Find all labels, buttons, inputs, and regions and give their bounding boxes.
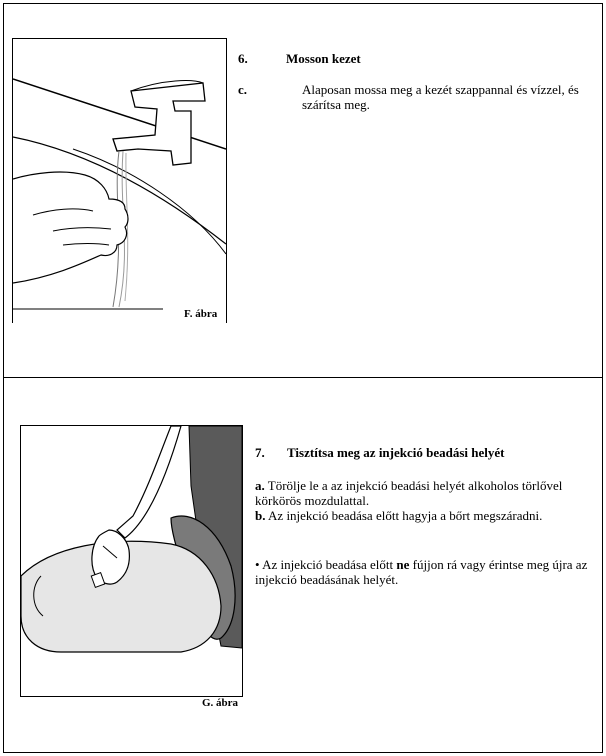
step-6-number: 6. xyxy=(238,51,248,66)
step-7-item-b xyxy=(255,508,595,523)
thigh-cleaning-drawing xyxy=(21,426,242,696)
handwash-drawing xyxy=(13,39,226,323)
figure-g-thigh-cleaning-illustration xyxy=(20,425,243,697)
step-7-item-a xyxy=(255,478,595,508)
step-6-title: Mosson kezet xyxy=(286,51,361,66)
figure-f-handwash-illustration xyxy=(12,38,227,323)
bullet-text-pre: Az injekció beadása előtt xyxy=(262,557,394,572)
section-divider xyxy=(4,377,602,378)
item-a-text: Törölje le a az injekció beadási helyét alkoholos törlővel körkörös mozdulattal. xyxy=(255,478,563,508)
step-7-title: Tisztítsa meg az injekció beadási helyét xyxy=(287,445,505,460)
step-7-warning-bullet xyxy=(255,557,595,587)
step-6-sub-letter: c. xyxy=(238,82,248,97)
item-b-text: Az injekció beadása előtt hagyja a bőrt megszáradni. xyxy=(268,508,543,523)
bullet-text-post: fújjon rá vagy érintse meg újra az injekció beadásának helyét. xyxy=(255,557,588,587)
figure-f-caption: F. ábra xyxy=(184,308,218,320)
item-a-letter: a. xyxy=(255,478,265,493)
bullet-text-emphasis: ne xyxy=(396,557,410,572)
step-7-number: 7. xyxy=(255,445,265,460)
instruction-page xyxy=(3,3,603,753)
item-b-letter: b. xyxy=(255,508,266,523)
step-6-instruction: Alaposan mossa meg a kezét szappannal és vízzel, és szárítsa meg. xyxy=(302,82,579,112)
bullet-symbol: • xyxy=(255,557,260,572)
figure-g-caption: G. ábra xyxy=(202,697,239,709)
